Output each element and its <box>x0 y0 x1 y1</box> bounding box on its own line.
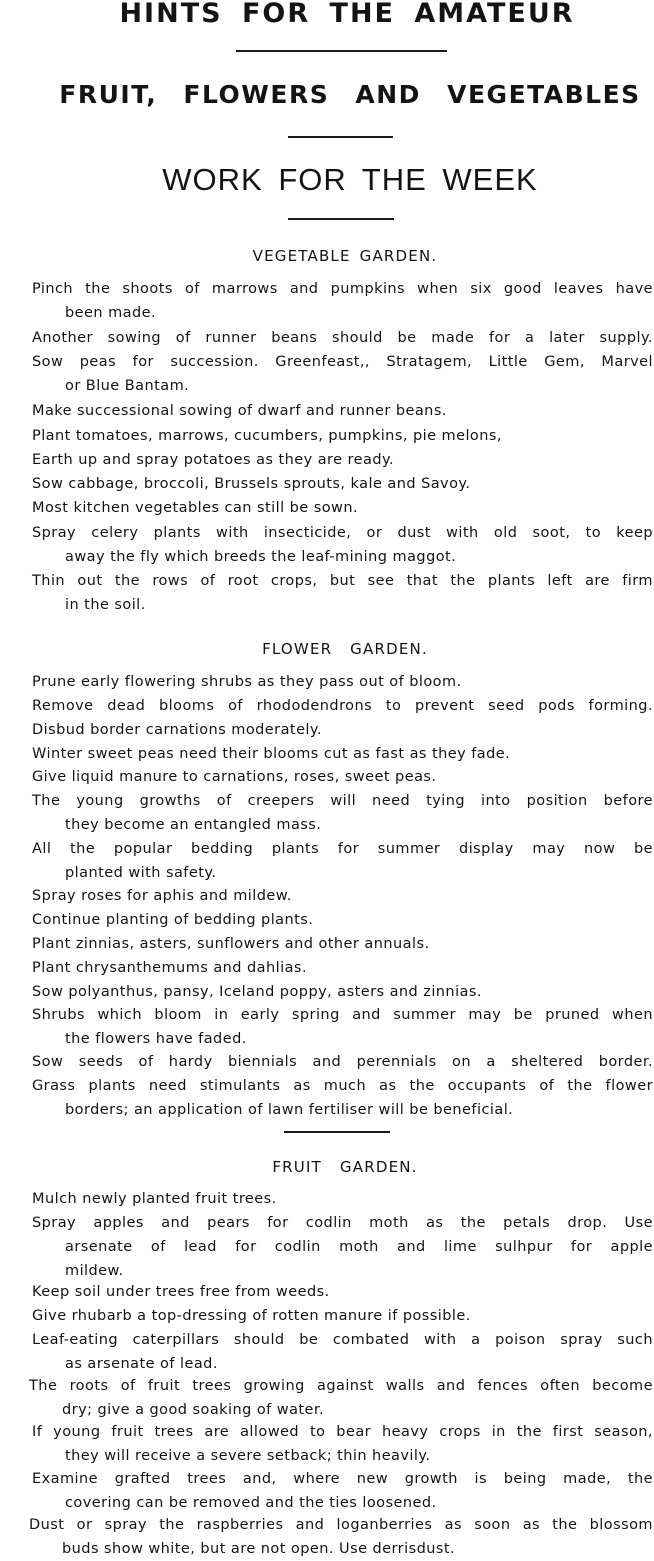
flower-garden-heading: FLOWER GARDEN. <box>262 640 428 658</box>
list-item: Dust or spray the raspberries and loganberries as soon as the blossom buds show white, but are not open. Use derrisdust. <box>29 1517 653 1557</box>
list-item: Spray apples and pears for codlin moth as the petals drop. Use arsenate of lead for codlin moth and lime sulhpur for apple mildew. <box>32 1215 653 1279</box>
list-item: Prune early flowering shrubs as they pass out of bloom. <box>32 674 462 690</box>
list-item: The young growths of creepers will need tying into position before they become an entangled mass. <box>32 793 653 833</box>
list-item: Sow polyanthus, pansy, Iceland poppy, asters and zinnias. <box>32 984 482 1000</box>
list-item: Leaf-eating caterpillars should be combated with a poison spray such as arsenate of lead. <box>32 1332 653 1372</box>
flower-fruit-divider <box>284 1131 390 1133</box>
section-title-divider <box>288 218 394 220</box>
page-title: HINTS FOR THE AMATEUR <box>119 0 575 29</box>
list-item: If young fruit trees are allowed to bear heavy crops in the first season, they will receive a severe setback; thin heavily. <box>32 1424 653 1464</box>
list-item: Give rhubarb a top-dressing of rotten manure if possible. <box>32 1308 471 1324</box>
section-title: WORK FOR THE WEEK <box>162 162 538 197</box>
fruit-garden-heading: FRUIT GARDEN. <box>272 1158 418 1176</box>
list-item: Give liquid manure to carnations, roses, sweet peas. <box>32 769 437 785</box>
list-item: Grass plants need stimulants as much as the occupants of the flower borders; an application of lawn fertiliser will be beneficial. <box>32 1078 653 1118</box>
list-item: Plant tomatoes, marrows, cucumbers, pumpkins, pie melons, <box>32 428 502 444</box>
list-item: Sow seeds of hardy biennials and perennials on a sheltered border. <box>32 1054 653 1070</box>
list-item: Disbud border carnations moderately. <box>32 722 322 738</box>
list-item: Make successional sowing of dwarf and runner beans. <box>32 403 447 419</box>
vegetable-garden-heading: VEGETABLE GARDEN. <box>252 247 438 265</box>
list-item: Plant chrysanthemums and dahlias. <box>32 960 308 976</box>
list-item: Examine grafted trees and, where new growth is being made, the covering can be removed and the ties loosened. <box>32 1471 653 1511</box>
list-item: Thin out the rows of root crops, but see that the plants left are firm in the soil. <box>32 573 653 613</box>
list-item: Earth up and spray potatoes as they are ready. <box>32 452 395 468</box>
list-item: Remove dead blooms of rhododendrons to prevent seed pods forming. <box>32 698 653 714</box>
list-item: Most kitchen vegetables can still be sown. <box>32 500 359 516</box>
list-item: Pinch the shoots of marrows and pumpkins when six good leaves have been made. <box>32 281 653 321</box>
list-item: Shrubs which bloom in early spring and summer may be pruned when the flowers have faded. <box>32 1007 653 1047</box>
list-item: All the popular bedding plants for summer display may now be planted with safety. <box>32 841 653 881</box>
list-item: Spray celery plants with insecticide, or dust with old soot, to keep away the fly which breeds the leaf-mining maggot. <box>32 525 653 565</box>
page-subtitle: FRUIT, FLOWERS AND VEGETABLES <box>59 80 641 109</box>
list-item: Mulch newly planted fruit trees. <box>32 1191 277 1207</box>
list-item: Spray roses for aphis and mildew. <box>32 888 292 904</box>
subtitle-divider <box>288 136 393 138</box>
list-item: Another sowing of runner beans should be made for a later supply. <box>32 330 653 346</box>
list-item: Keep soil under trees free from weeds. <box>32 1284 330 1300</box>
list-item: Sow peas for succession. Greenfeast,, Stratagem, Little Gem, Marvel or Blue Bantam. <box>32 354 653 394</box>
list-item: Continue planting of bedding plants. <box>32 912 314 928</box>
list-item: Sow cabbage, broccoli, Brussels sprouts, kale and Savoy. <box>32 476 471 492</box>
list-item: The roots of fruit trees growing against walls and fences often become dry; give a good soaking of water. <box>29 1378 653 1418</box>
title-divider <box>236 50 447 52</box>
list-item: Winter sweet peas need their blooms cut as fast as they fade. <box>32 746 511 762</box>
list-item: Plant zinnias, asters, sunflowers and other annuals. <box>32 936 430 952</box>
